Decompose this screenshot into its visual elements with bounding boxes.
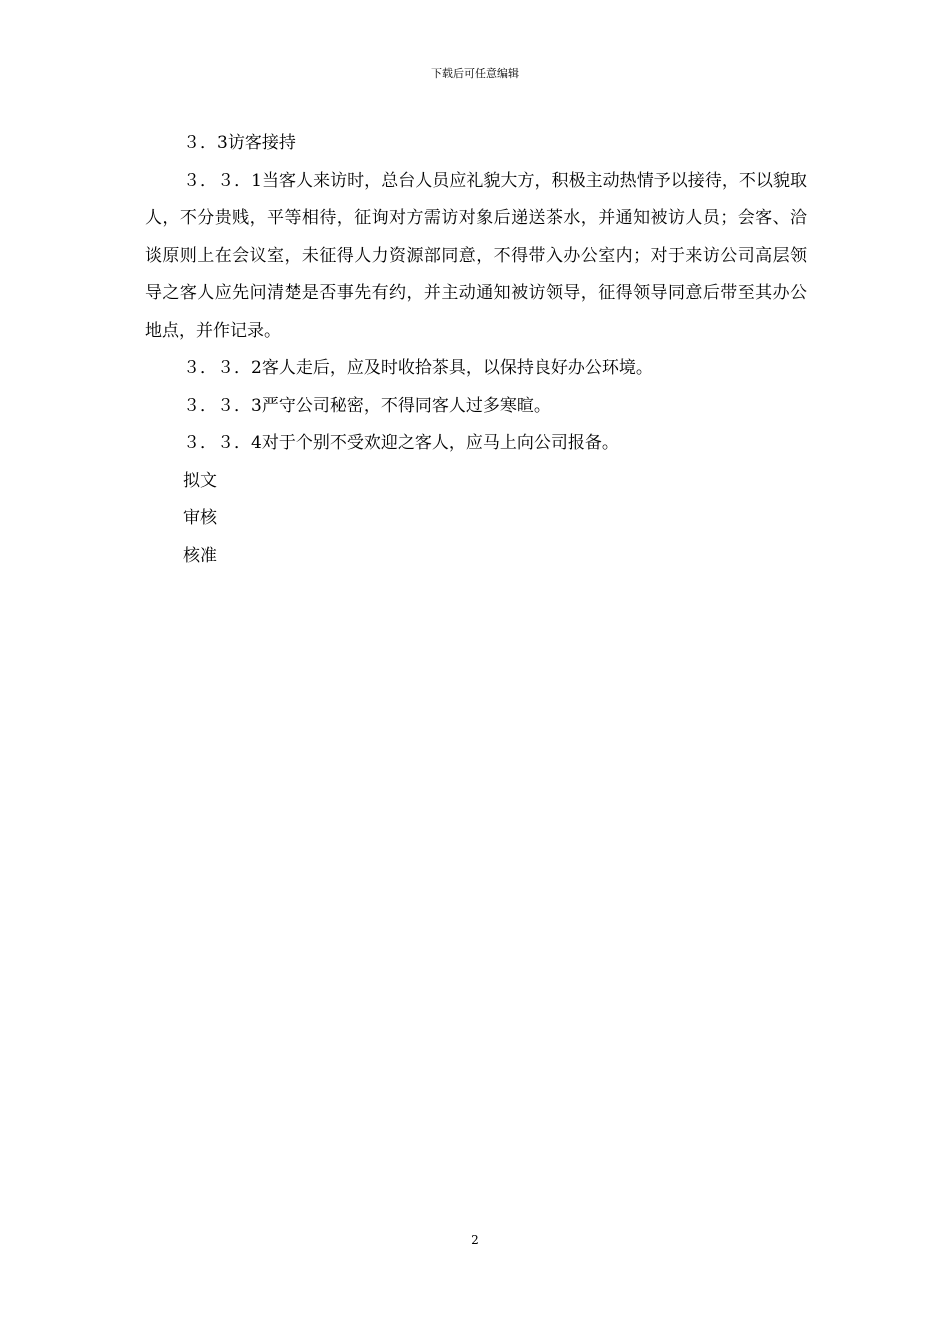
signature-drafted: 拟文	[183, 470, 217, 491]
paragraph-3-3-4: ３．３．4对于个别不受欢迎之客人，应马上向公司报备。	[183, 433, 619, 453]
signature-approved: 核准	[183, 545, 217, 566]
page-header: 下载后可任意编辑	[431, 67, 519, 80]
paragraph-3-3-3: ３．３．3严守公司秘密，不得同客人过多寒暄。	[183, 395, 551, 416]
section-title: ３．3访客接持	[183, 133, 296, 153]
document-body	[145, 125, 807, 575]
paragraph-3-3-2: ３．３．2客人走后，应及时收拾茶具，以保持良好办公环境。	[183, 358, 653, 378]
signature-reviewed: 审核	[183, 508, 217, 528]
paragraph-3-3-1: ３．３．1当客人来访时，总台人员应礼貌大方，积极主动热情予以接待，不以貌取人，不分贵贱，平等相待，征询对方需访对象后递送茶水，并通知被访人员；会客、洽谈原则上在会议室，未征得人力资源部同意，不得带入办公室内；对于来访公司高层领导之客人应先问清楚是否事先有约，并主动通知被访领导，征得领导同意后带至其办公地点，并作记录。	[145, 170, 807, 341]
page-number: 2	[471, 1233, 479, 1247]
